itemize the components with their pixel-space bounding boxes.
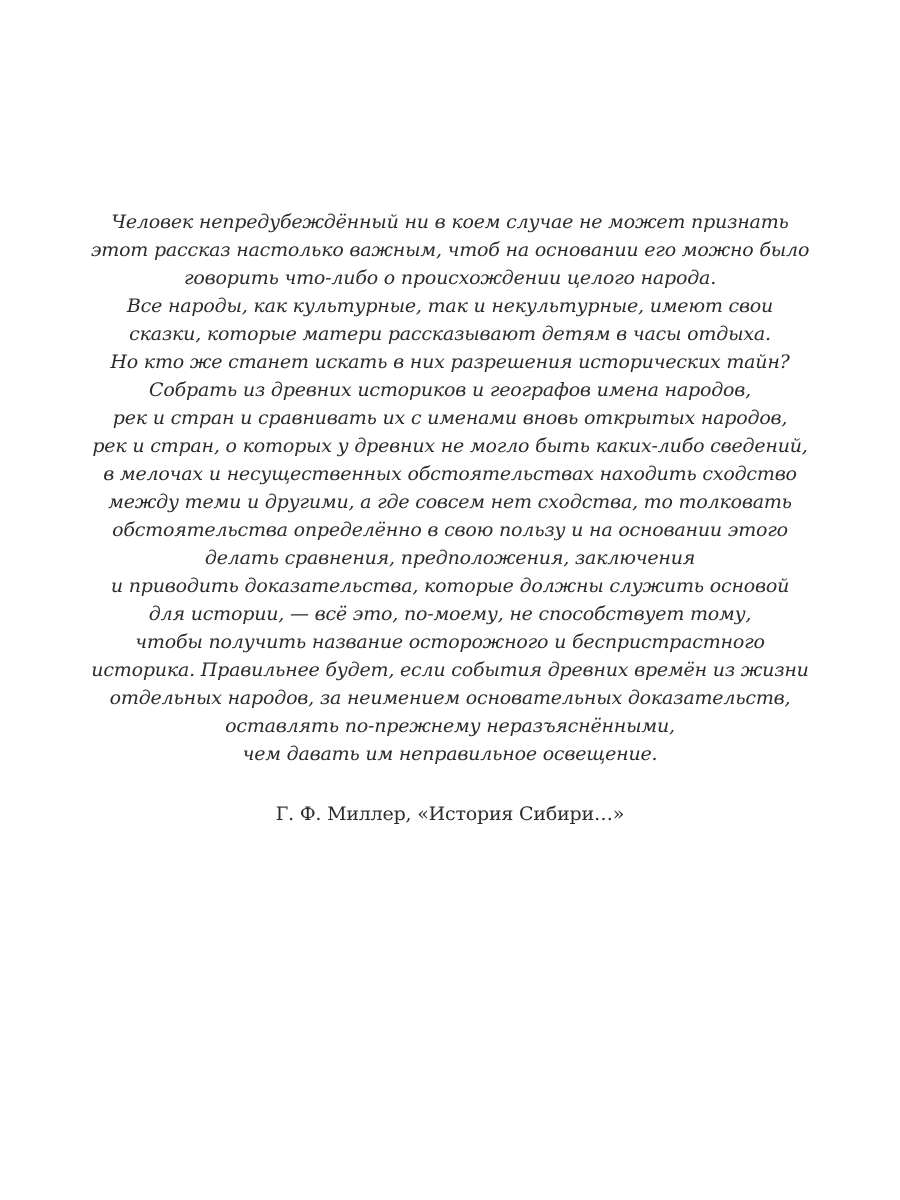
epigraph-line: этот рассказ настолько важным, чтоб на основании его можно было	[90, 239, 810, 261]
epigraph-line: отдельных народов, за неимением основательных доказательств,	[109, 687, 791, 709]
epigraph-line: обстоятельства определённо в свою пользу и на основании этого	[112, 519, 788, 541]
epigraph-line: между теми и другими, а где совсем нет сходства, то толковать	[108, 491, 792, 513]
epigraph-line: сказки, которые матери рассказывают детям в часы отдыха.	[129, 323, 771, 345]
epigraph-line: в мелочах и несущественных обстоятельствах находить сходство	[103, 463, 797, 485]
epigraph-line: чем давать им неправильное освещение.	[242, 743, 658, 765]
epigraph-line: говорить что-либо о происхождении целого народа.	[183, 267, 717, 289]
epigraph-line: рек и стран и сравнивать их с именами вновь открытых народов,	[112, 407, 788, 429]
epigraph-line: Но кто же станет искать в них разрешения исторических тайн?	[110, 351, 790, 373]
epigraph-line: Человек непредубеждённый ни в коем случае не может признать	[111, 211, 789, 233]
epigraph-line: чтобы получить название осторожного и беспристрастного	[135, 631, 765, 653]
epigraph-line: оставлять по-прежнему неразъяснёнными,	[225, 715, 675, 737]
epigraph-line: и приводить доказательства, которые должны служить основой	[110, 575, 790, 597]
epigraph-attribution: Г. Ф. Миллер, «История Сибири…»	[275, 803, 625, 825]
epigraph-line: для истории, — всё это, по-моему, не способствует тому,	[148, 603, 752, 625]
epigraph-line: рек и стран, о которых у древних не могло быть каких-либо сведений,	[92, 435, 808, 457]
epigraph-line: делать сравнения, предположения, заключения	[204, 547, 696, 569]
epigraph-line: Все народы, как культурные, так и некультурные, имеют свои	[126, 295, 774, 317]
epigraph-line: Собрать из древних историков и географов имена народов,	[149, 379, 751, 401]
epigraph-line: историка. Правильнее будет, если события древних времён из жизни	[91, 659, 809, 681]
epigraph-quote	[60, 208, 840, 768]
